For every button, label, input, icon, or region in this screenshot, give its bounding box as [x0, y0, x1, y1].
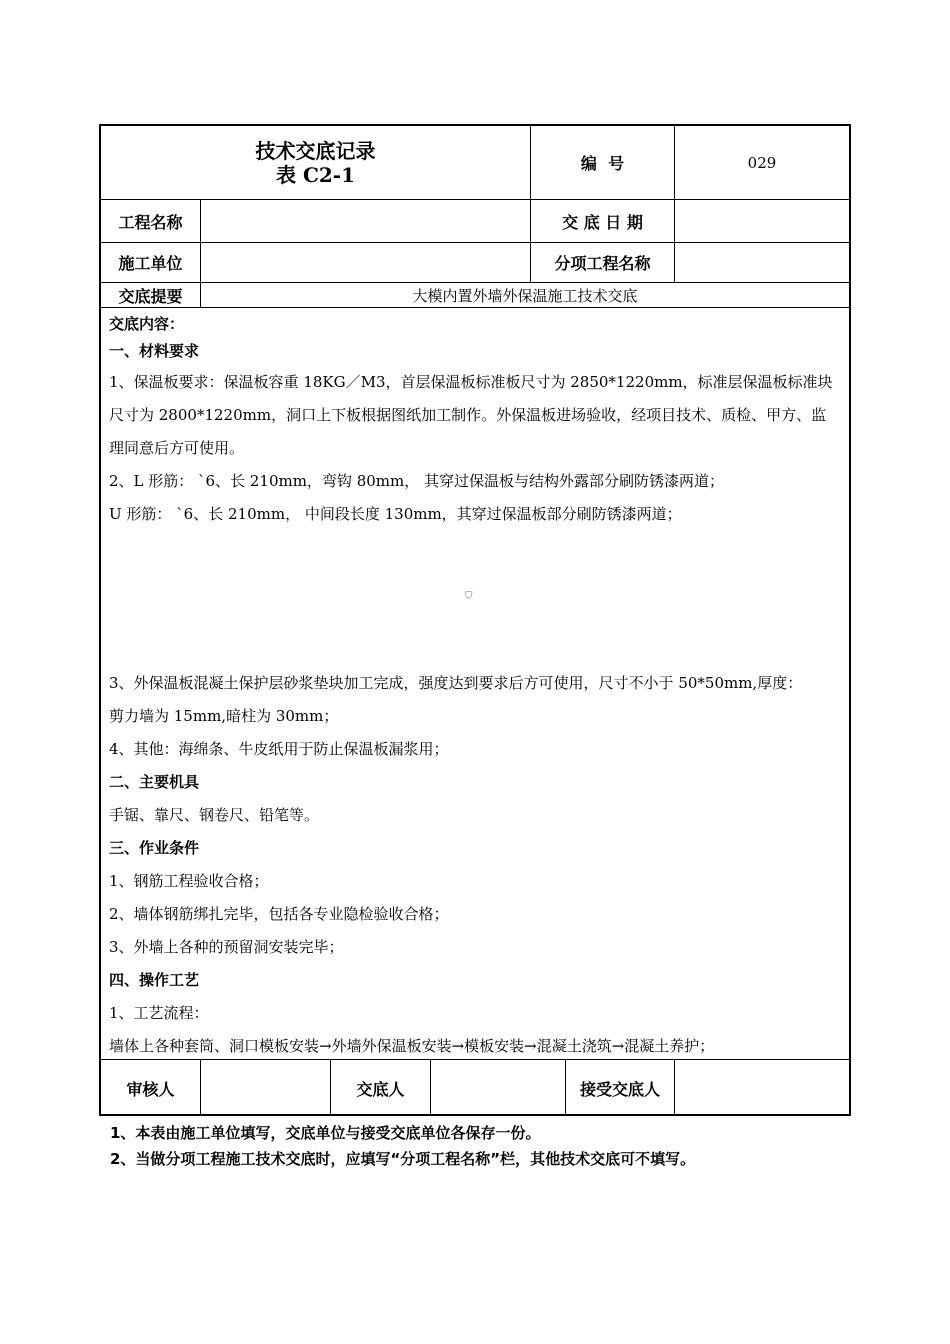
sub-project-label: 分项工程名称: [531, 243, 675, 282]
date-label: 交 底 日 期: [531, 200, 675, 242]
reviewer-label: 审核人: [101, 1060, 201, 1116]
project-name-field[interactable]: [201, 200, 531, 242]
form-title-line2: 表 C2-1: [275, 162, 355, 187]
date-field[interactable]: [675, 200, 849, 242]
materials-paragraph-1-line-2: 尺寸为 2800*1220mm，洞口上下板根据图纸加工制作。外保温板进场验收，经项目技术、质检、甲方、监: [109, 406, 827, 424]
sub-project-field[interactable]: [675, 243, 849, 282]
form-title-line1: 技术交底记录: [255, 138, 376, 163]
code-label: 编 号: [531, 126, 675, 199]
figure-placeholder: [109, 531, 841, 667]
project-name-label: 工程名称: [101, 200, 201, 242]
section-process-title: 四、操作工艺: [109, 971, 200, 989]
conditions-item-1: 1、钢筋工程验收合格；: [109, 872, 269, 890]
discloser-field[interactable]: [431, 1060, 566, 1116]
summary-label: 交底提要: [101, 283, 201, 307]
section-tools-title: 二、主要机具: [109, 773, 200, 791]
note-1: 1、本表由施工单位填写，交底单位与接受交底单位各保存一份。: [110, 1124, 541, 1142]
form-notes: [110, 1120, 695, 1172]
conditions-item-3: 3、外墙上各种的预留洞安装完毕；: [109, 938, 344, 956]
receiver-field[interactable]: [675, 1060, 849, 1116]
section-conditions-title: 三、作业条件: [109, 839, 200, 857]
section-materials-title: 一、材料要求: [109, 342, 200, 360]
materials-paragraph-3: U 形筋： `6、长 210mm， 中间段长度 130mm，其穿过保温板部分刷防锈漆两道；: [109, 505, 682, 523]
summary-value: 大模内置外墙外保温施工技术交底: [412, 286, 638, 305]
content-heading: 交底内容：: [109, 315, 185, 333]
materials-paragraph-1-line-3: 理同意后方可使用。: [109, 439, 245, 457]
materials-paragraph-2: 2、L 形筋： `6、长 210mm，弯钩 80mm， 其穿过保温板与结构外露部分刷防锈漆两道；: [109, 472, 725, 490]
summary-row: [101, 283, 849, 308]
construction-unit-label: 施工单位: [101, 243, 201, 282]
materials-paragraph-4-line-2: 剪力墙为 15mm,暗柱为 30mm；: [109, 707, 339, 725]
conditions-item-2: 2、墙体钢筋绑扎完毕，包括各专业隐检验收合格；: [109, 905, 449, 923]
project-row: [101, 200, 849, 243]
construction-unit-field[interactable]: [201, 243, 531, 282]
code-value: 029: [747, 153, 777, 172]
signature-row: [101, 1060, 849, 1116]
note-2: 2、当做分项工程施工技术交底时，应填写“分项工程名称”栏，其他技术交底可不填写。: [110, 1150, 696, 1168]
unit-row: [101, 243, 849, 283]
process-flow: 墙体上各种套筒、洞口模板安装→外墙外保温板安装→模板安装→混凝土浇筑→混凝土养护；: [109, 1037, 715, 1055]
broken-image-icon: ⛉: [465, 591, 473, 602]
form-title: [101, 126, 531, 199]
title-row: [101, 126, 849, 200]
reviewer-field[interactable]: [201, 1060, 331, 1116]
discloser-label: 交底人: [331, 1060, 431, 1116]
disclosure-content: [101, 308, 849, 1060]
materials-paragraph-1-line-1: 1、保温板要求：保温板容重 18KG／M3，首层保温板标准板尺寸为 2850*1220mm，标准层保温板标准块: [109, 373, 833, 391]
process-item-1: 1、工艺流程：: [109, 1004, 209, 1022]
materials-paragraph-5: 4、其他：海绵条、牛皮纸用于防止保温板漏浆用；: [109, 740, 449, 758]
materials-paragraph-4-line-1: 3、外保温板混凝土保护层砂浆垫块加工完成，强度达到要求后方可使用，尺寸不小于 50*50mm,厚度：: [109, 674, 803, 692]
tools-paragraph: 手锯、靠尺、钢卷尺、铅笔等。: [109, 806, 320, 824]
receiver-label: 接受交底人: [566, 1060, 675, 1116]
disclosure-record-form: [99, 124, 851, 1116]
